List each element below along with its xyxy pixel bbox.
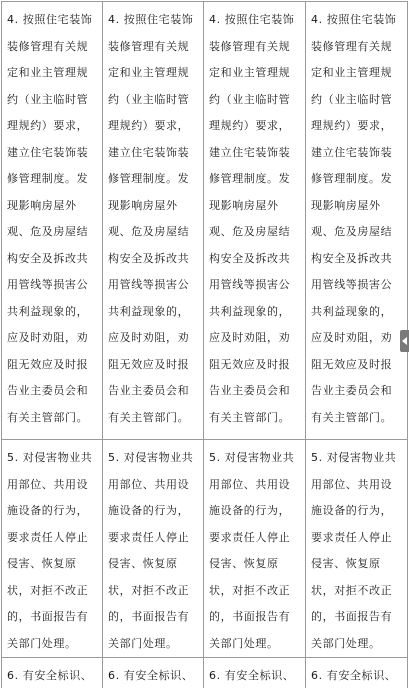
table-cell: 6. 有安全标识、	[204, 658, 306, 688]
table-row	[2, 2, 408, 440]
table-cell: 4. 按照住宅装饰装修管理有关规定和业主管理规约（业主临时管理规约）要求，建立住宅装饰装修管理制度。发现影响房屋外观、危及房屋结构安全及拆改共用管线等损害公共利益现象的，应及时劝阻，劝阻无效应及时报告业主委员会和有关主管部门。	[103, 2, 204, 440]
table-cell: 4. 按照住宅装饰装修管理有关规定和业主管理规约（业主临时管理规约）要求，建立住宅装饰装修管理制度。发现影响房屋外观、危及房屋结构安全及拆改共用管线等损害公共利益现象的，应及时劝阻，劝阻无效应及时报告业主委员会和有关主管部门。	[306, 2, 408, 440]
table-cell: 5. 对侵害物业共用部位、共用设施设备的行为，要求责任人停止侵害、恢复原状，对拒不改正的，书面报告有关部门处理。	[204, 440, 306, 658]
table-cell: 5. 对侵害物业共用部位、共用设施设备的行为，要求责任人停止侵害、恢复原状，对拒不改正的，书面报告有关部门处理。	[306, 440, 408, 658]
table-cell: 6. 有安全标识、	[306, 658, 408, 688]
table-cell: 4. 按照住宅装饰装修管理有关规定和业主管理规约（业主临时管理规约）要求，建立住宅装饰装修管理制度。发现影响房屋外观、危及房屋结构安全及拆改共用管线等损害公共利益现象的，应及时劝阻，劝阻无效应及时报告业主委员会和有关主管部门。	[204, 2, 306, 440]
side-expand-tab-icon[interactable]	[400, 330, 409, 352]
table-cell: 6. 有安全标识、	[103, 658, 204, 688]
table-cell: 6. 有安全标识、	[2, 658, 103, 688]
comparison-table	[1, 1, 408, 688]
table-row	[2, 658, 408, 688]
table-row	[2, 440, 408, 658]
table-cell: 5. 对侵害物业共用部位、共用设施设备的行为，要求责任人停止侵害、恢复原状，对拒不改正的，书面报告有关部门处理。	[2, 440, 103, 658]
table-cell: 5. 对侵害物业共用部位、共用设施设备的行为，要求责任人停止侵害、恢复原状，对拒不改正的，书面报告有关部门处理。	[103, 440, 204, 658]
table-cell: 4. 按照住宅装饰装修管理有关规定和业主管理规约（业主临时管理规约）要求，建立住宅装饰装修管理制度。发现影响房屋外观、危及房屋结构安全及拆改共用管线等损害公共利益现象的，应及时劝阻，劝阻无效应及时报告业主委员会和有关主管部门。	[2, 2, 103, 440]
